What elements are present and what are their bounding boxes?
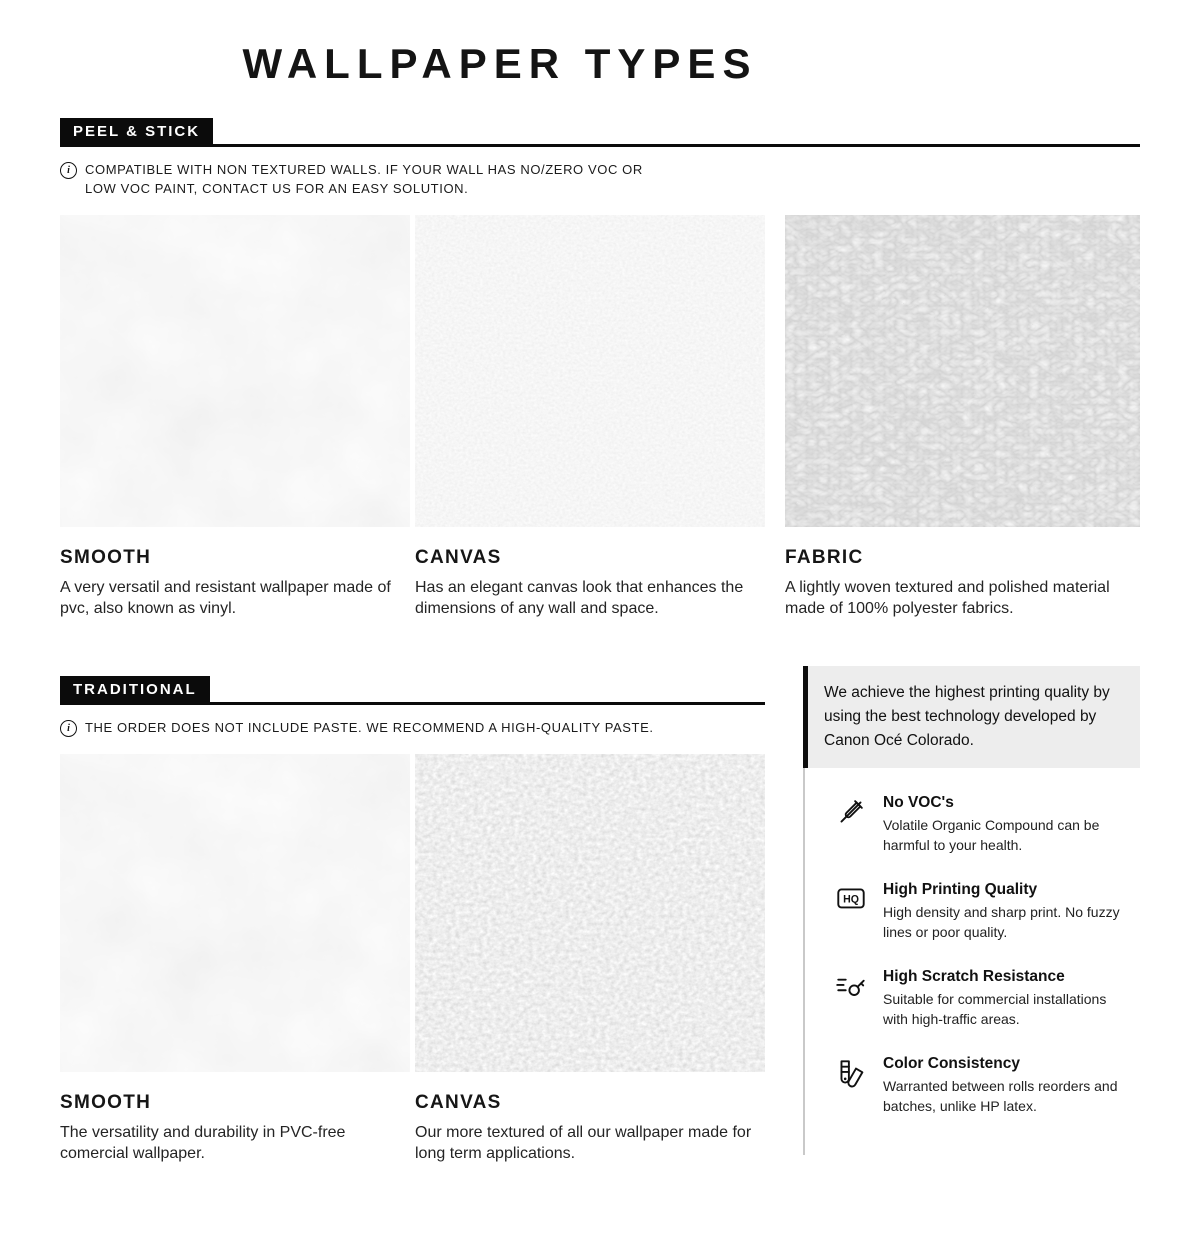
- traditional-note-text: THE ORDER DOES NOT INCLUDE PASTE. WE RECOMMEND A HIGH-QUALITY PASTE.: [85, 719, 654, 735]
- svg-text:HQ: HQ: [843, 893, 859, 906]
- feature-color-consistency: [833, 1055, 1140, 1116]
- feature-title: No VOC's: [883, 793, 954, 811]
- page-title: WALLPAPER TYPES: [242, 40, 758, 87]
- traditional-note: [60, 719, 765, 738]
- fabric-texture-image: [785, 215, 1140, 527]
- feature-title: High Printing Quality: [883, 881, 1038, 899]
- swatch-canvas-peel: [415, 215, 765, 620]
- smooth-texture-image: [60, 754, 410, 1072]
- wallpaper-types-page: [0, 40, 1200, 1240]
- feature-title: Color Consistency: [883, 1055, 1020, 1073]
- feature-description: Warranted between rolls reorders and batches, unlike HP latex.: [883, 1078, 1118, 1115]
- hq-icon: [833, 881, 869, 917]
- feature-no-voc: [833, 794, 1140, 855]
- swatch-name: CANVAS: [415, 546, 502, 568]
- swatch-description: A very versatil and resistant wallpaper made of pvc, also known as vinyl.: [60, 578, 391, 618]
- feature-description: High density and sharp print. No fuzzy lines or poor quality.: [883, 904, 1120, 940]
- bottom-row: [60, 646, 1140, 1165]
- canvas-texture-image: [415, 754, 765, 1072]
- section-header-peel-and-stick: [60, 118, 1140, 147]
- swatch-name: FABRIC: [785, 546, 864, 568]
- swatch-description: Has an elegant canvas look that enhances the dimensions of any wall and space.: [415, 578, 744, 618]
- info-icon: i: [60, 720, 77, 737]
- peel-note: [60, 161, 1140, 199]
- feature-text: [883, 794, 1135, 855]
- swatch-description: Our more textured of all our wallpaper made for long term applications.: [415, 1123, 752, 1163]
- color-swatchbook-icon: [833, 1055, 869, 1091]
- feature-list: [803, 794, 1140, 1117]
- feature-description: Suitable for commercial installations with high-traffic areas.: [883, 991, 1107, 1027]
- swatch-name: SMOOTH: [60, 1091, 152, 1113]
- canvas-texture-image: [415, 215, 765, 527]
- feature-text: [883, 1055, 1135, 1116]
- traditional-section: [60, 646, 765, 1165]
- feature-scratch-resistance: [833, 968, 1140, 1029]
- peel-note-text: COMPATIBLE WITH NON TEXTURED WALLS. IF YOUR WALL HAS NO/ZERO VOC OR LOW VOC PAINT, CONTACT US FOR AN EASY SOLUTION.: [85, 162, 643, 196]
- peel-swatch-row: [60, 215, 1140, 620]
- smooth-texture-image: [60, 215, 410, 527]
- feature-text: [883, 968, 1135, 1029]
- swatch-name: SMOOTH: [60, 546, 152, 568]
- printing-quality-quote: We achieve the highest printing quality by using the best technology developed by Canon Océ Colorado.: [803, 666, 1140, 768]
- scratch-resistance-icon: [833, 968, 869, 1004]
- feature-title: High Scratch Resistance: [883, 968, 1065, 986]
- section-header-traditional: [60, 676, 765, 705]
- peel-and-stick-badge: PEEL & STICK: [60, 118, 213, 144]
- swatch-fabric-peel: [785, 215, 1140, 620]
- swatch-smooth-traditional: [60, 754, 410, 1165]
- swatch-smooth-peel: [60, 215, 410, 620]
- feature-high-printing-quality: [833, 881, 1140, 942]
- swatch-name: CANVAS: [415, 1091, 502, 1113]
- no-voc-icon: [833, 794, 869, 830]
- info-icon: i: [60, 162, 77, 179]
- quality-sidebar: [803, 646, 1140, 1165]
- feature-description: Volatile Organic Compound can be harmful to your health.: [883, 816, 1100, 853]
- traditional-swatch-row: [60, 754, 765, 1165]
- swatch-canvas-traditional: [415, 754, 765, 1165]
- swatch-description: A lightly woven textured and polished material made of 100% polyester fabrics.: [785, 578, 1110, 618]
- feature-text: [883, 881, 1135, 942]
- swatch-description: The versatility and durability in PVC-free comercial wallpaper.: [60, 1123, 346, 1163]
- traditional-badge: TRADITIONAL: [60, 676, 210, 702]
